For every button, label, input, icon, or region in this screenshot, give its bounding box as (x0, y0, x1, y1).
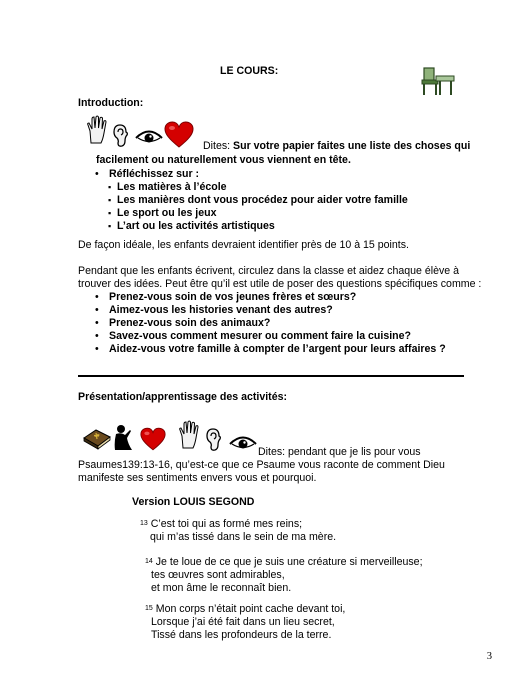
intro-heading: Introduction: (78, 97, 144, 109)
verse-number: 14 (145, 558, 153, 565)
list-item: • Aidez-vous votre famille à compter de l’argent pour leurs affaires ? (109, 343, 446, 356)
hand-icon (86, 115, 108, 145)
list-item: • Aimez-vous les histories venant des autres? (109, 304, 446, 317)
list-item: • Prenez-vous soin des animaux? (109, 317, 446, 330)
heart-icon (140, 427, 166, 451)
dites-instruction: Sur votre papier faites une liste des choses qui (233, 140, 471, 152)
verse-line: Tissé dans les profondeurs de la terre. (151, 629, 332, 641)
verse-number: 15 (145, 605, 153, 612)
page-number: 3 (486, 651, 492, 662)
list-item: ▪ Les matières à l’école (117, 181, 408, 194)
list-item: ▪ Les manières dont vous procédez pour aider votre famille (117, 194, 408, 207)
section-divider (78, 375, 464, 377)
bible-icon (82, 424, 112, 452)
ear-icon (205, 428, 223, 452)
verse-line: qui m’as tissé dans le sein de ma mère. (150, 531, 337, 543)
praying-person-icon (112, 424, 136, 452)
eye-icon (135, 128, 163, 146)
list-item: • Prenez-vous soin de vos jeunes frères et sœurs? (109, 291, 446, 304)
verse-14 (145, 556, 423, 595)
version-label: Version LOUIS SEGOND (132, 496, 255, 508)
verse-line: Lorsque j’ai été fait dans un lieu secret, (151, 616, 335, 628)
paragraph-circulate-2: trouver des idées. Peut être qu’il est utile de poser des questions spécifiques comme : (78, 278, 482, 290)
verse-15 (145, 603, 345, 642)
reflect-list (109, 168, 199, 181)
reflect-label: • Réfléchissez sur : (109, 168, 199, 181)
heart-icon (164, 121, 194, 148)
verse-line: Je te loue de ce que je suis une créature si merveilleuse; (155, 556, 423, 568)
eye-icon (229, 434, 257, 452)
presentation-dites-line1: Dites: pendant que je lis pour vous (258, 446, 421, 458)
verse-number: 13 (140, 520, 148, 527)
list-item: • Savez-vous comment mesurer ou comment faire la cuisine? (109, 330, 446, 343)
presentation-heading: Présentation/apprentissage des activités: (78, 391, 288, 403)
hand-icon (178, 420, 200, 450)
page-title: LE COURS: (220, 65, 279, 77)
verse-line: tes œuvres sont admirables, (151, 569, 285, 581)
verse-line: et mon âme le reconnaît bien. (151, 582, 292, 594)
presentation-dites-line3: manifeste ses sentiments envers vous et pourquoi. (78, 472, 317, 484)
desk-chair-icon (418, 62, 456, 98)
paragraph-circulate-1: Pendant que les enfants écrivent, circulez dans la classe et aidez chaque élève à (78, 265, 460, 277)
verse-line: Mon corps n’était point cache devant toi, (155, 603, 346, 615)
list-item: ▪ Le sport ou les jeux (117, 207, 408, 220)
intro-dites-line (203, 140, 470, 153)
verse-line: C’est toi qui as formé mes reins; (150, 518, 303, 530)
list-item: ▪ L’art ou les activités artistiques (117, 220, 408, 233)
ear-icon (112, 124, 130, 148)
verse-13 (140, 518, 336, 544)
dites-instruction-continued: facilement ou naturellement vous viennent en tête. (96, 154, 351, 166)
dites-prefix: Dites: (203, 140, 231, 152)
paragraph-ideal: De façon idéale, les enfants devraient identifier près de 10 à 15 points. (78, 239, 409, 251)
reflect-sublist (117, 181, 408, 233)
presentation-dites-line2: Psaumes139:13-16, qu’est-ce que ce Psaume vous raconte de comment Dieu (78, 459, 445, 471)
questions-list (109, 291, 446, 356)
